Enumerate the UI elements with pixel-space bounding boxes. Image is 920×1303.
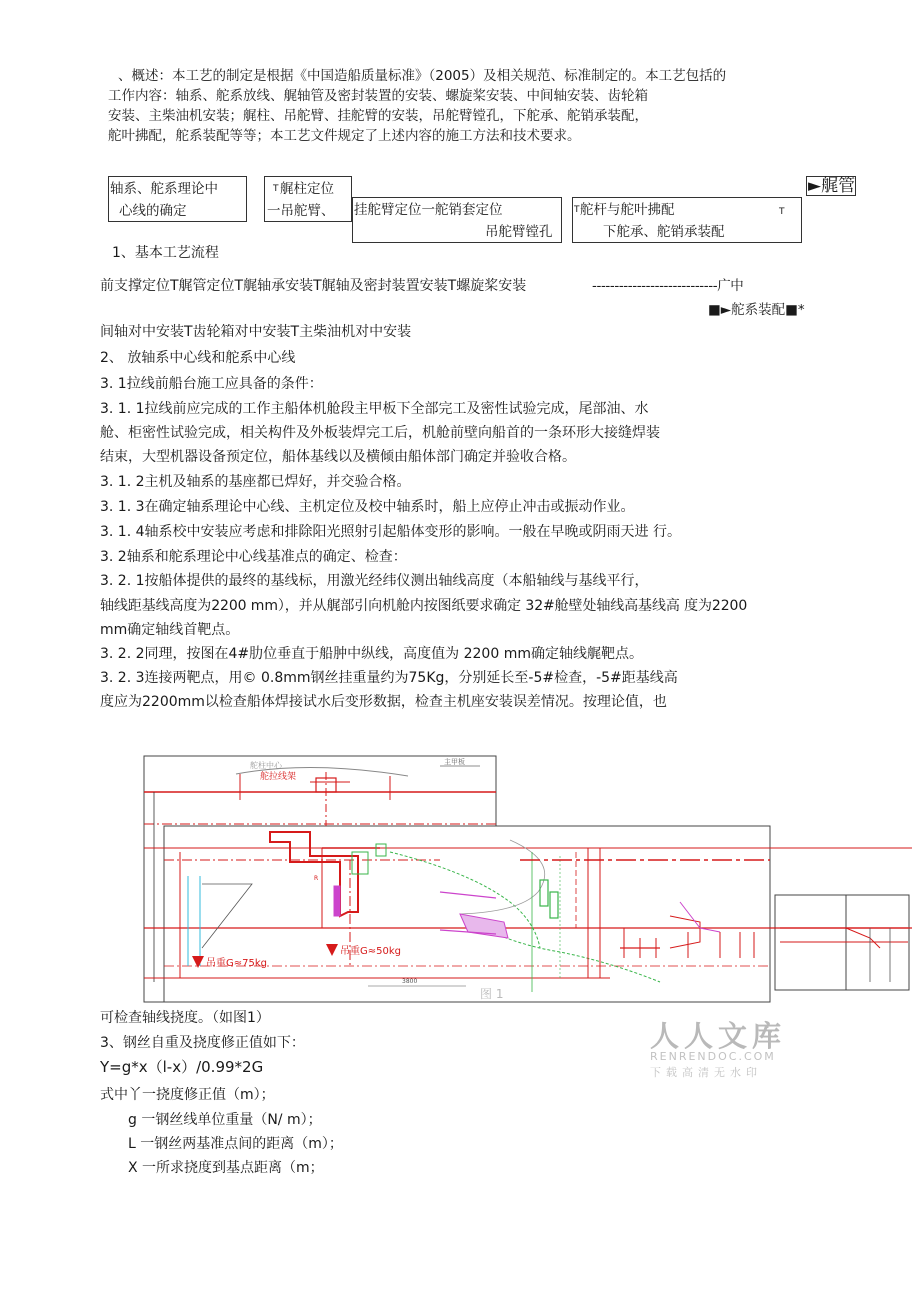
flow-box-axis-theory (108, 176, 247, 222)
flow-line-b: ■►舵系装配■* (708, 302, 805, 318)
flow-box-1-line2: 心线的确定 (119, 203, 187, 219)
svg-text:R: R (314, 875, 319, 882)
formula: Y=g*x（l-x）/0.99*2G (100, 1058, 264, 1076)
para-3-1: 3. 1拉线前船台施工应具备的条件： (100, 376, 323, 392)
watermark-url: RENRENDOC.COM (650, 1050, 776, 1063)
figure-1-drawing (140, 752, 912, 1004)
flow-box-4-prefix: T (574, 205, 580, 215)
para-3-1-1-b: 舱、柜密性试验完成，相关构件及外板装焊完工后，机舱前壁向船首的一条环形大接缝焊装 (100, 425, 660, 441)
flow-box-4-line1: 舵杆与舵叶拂配 (580, 202, 675, 218)
flow-box-3-line2: 吊舵臂镗孔 (485, 224, 553, 240)
figure-caption: 图 1 (480, 987, 504, 1001)
para-3-1-1-c: 结束，大型机器设备预定位，船体基线以及横倾由船体部门确定并验收合格。 (100, 449, 576, 465)
formula-g: g 一钢丝线单位重量（N/ m）； (128, 1112, 322, 1128)
flow-box-rudder-horn (352, 197, 562, 243)
flow-box-4-t: T (779, 207, 785, 217)
flow-line-dash: ----------------------------广中 (592, 278, 744, 294)
flow-box-5: ►艉管 (808, 176, 856, 196)
figure-label-top1: 舵柱中心 (250, 761, 282, 770)
figure-label-top2: 舵拉线架 (260, 772, 297, 782)
figure-weight-2: 吊重G≈50kg (340, 946, 401, 957)
flow-line-c: 间轴对中安装T齿轮箱对中安装T主柴油机对中安装 (100, 324, 412, 340)
flow-box-sternpost (264, 176, 352, 222)
para-3-1-4: 3. 1. 4轴系校中安装应考虑和排除阳光照射引起船体变形的影响。一般在早晚或阴雨天进 行。 (100, 524, 681, 540)
flow-box-2-line1: 艉柱定位 (280, 181, 334, 197)
section-1-heading: 1、基本工艺流程 (112, 245, 219, 261)
section-2-heading: 2、 放轴系中心线和舵系中心线 (100, 350, 296, 366)
flow-box-1-line1: 轴系、舵系理论中 (110, 181, 218, 197)
flow-line-a: 前支撑定位T艉管定位T艉轴承安装T艉轴及密封装置安装T螺旋桨安装 (100, 278, 527, 294)
figure-label-top3: 主甲板 (444, 758, 465, 766)
intro-line-3: 安装、主柴油机安装；艉柱、吊舵臂、挂舵臂的安装，吊舵臂镗孔，下舵承、舵销承装配， (108, 108, 648, 124)
figure-dim-1: 3800 (402, 978, 418, 985)
para-3-2-3-a: 3. 2. 3连接两靶点，用© 0.8mm钢丝挂重量约为75Kg，分别延长至-5#检查，-5#距基线高 (100, 670, 678, 686)
formula-L: L 一钢丝两基准点间的距离（m）； (128, 1136, 343, 1152)
intro-line-2: 工作内容：轴系、舵系放线、艉轴管及密封装置的安装、螺旋桨安装、中间轴安装、齿轮箱 (108, 88, 648, 104)
flow-box-4-line2: 下舵承、舵销承装配 (603, 224, 725, 240)
figure-weight-1: 吊重G≈75kg (206, 958, 267, 969)
para-3-1-2: 3. 1. 2主机及轴系的基座都已焊好，并交验合格。 (100, 474, 411, 490)
formula-X: X 一所求挠度到基点距离（m； (128, 1160, 324, 1176)
watermark-slogan: 下载高清无水印 (650, 1066, 762, 1079)
flow-box-2-prefix: T (273, 184, 279, 194)
para-figure-ref: 可检查轴线挠度。（如图1） (100, 1010, 270, 1026)
section-3-heading: 3、钢丝自重及挠度修正值如下： (100, 1035, 305, 1051)
figure-bearing-block (334, 886, 340, 916)
flow-box-3-line1: 挂舵臂定位一舵销套定位 (354, 202, 503, 218)
flow-box-stern-tube (806, 176, 856, 196)
para-3-2-3-b: 度应为2200mm以检查船体焊接试水后变形数据，检查主机座安装误差情况。按理论值，也 (100, 694, 667, 710)
para-3-2-1-a: 3. 2. 1按船体提供的最终的基线标，用激光经纬仪测出轴线高度（本船轴线与基线平行， (100, 573, 649, 589)
para-3-2-2: 3. 2. 2同理，按图在4#肋位垂直于船肿中纵线，高度值为 2200 mm确定轴线艉靶点。 (100, 646, 643, 662)
para-3-2-1-b: 轴线距基线高度为2200 mm），并从艉部引向机舱内按图纸要求确定 32#舱壁处轴线高基线高 度为2200 (100, 598, 748, 614)
flow-box-rudder-stock (572, 197, 802, 243)
para-3-2: 3. 2轴系和舵系理论中心线基准点的确定、检查： (100, 549, 407, 565)
intro-line-1: 、概述：本工艺的制定是根据《中国造船质量标准》（2005）及相关规范、标准制定的。本工艺包括的 (118, 68, 727, 84)
formula-where: 式中丫一挠度修正值（m）； (100, 1087, 275, 1103)
para-3-1-3: 3. 1. 3在确定轴系理论中心线、主机定位及校中轴系时，船上应停止冲击或振动作业。 (100, 499, 635, 515)
para-3-1-1-a: 3. 1. 1拉线前应完成的工作主船体机舱段主甲板下全部完工及密性试验完成，尾部油、水 (100, 401, 649, 417)
intro-line-4: 舵叶拂配，舵系装配等等；本工艺文件规定了上述内容的施工方法和技术要求。 (108, 128, 581, 144)
flow-box-2-line2: 一吊舵臂、 (267, 203, 335, 219)
watermark-brand: 人人文库 (650, 1019, 787, 1053)
para-3-2-1-c: mm确定轴线首靶点。 (100, 622, 240, 638)
